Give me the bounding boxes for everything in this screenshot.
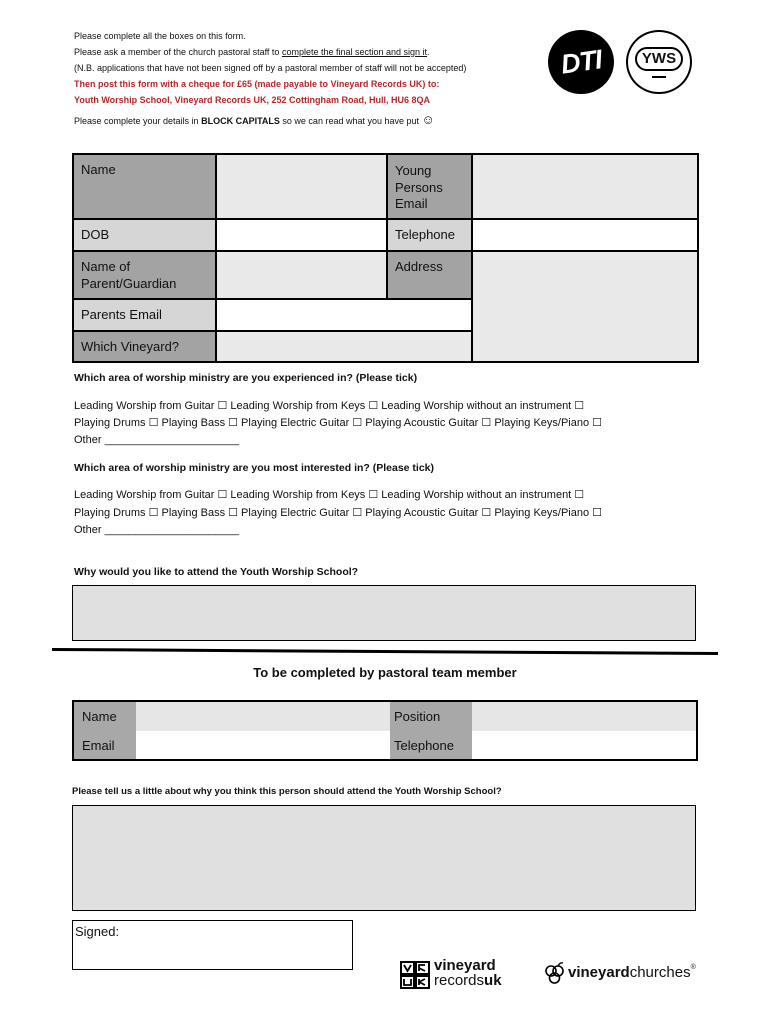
vineyard-records-logo-icon [400, 961, 430, 989]
pastoral-email-field[interactable] [136, 731, 390, 759]
pastoral-telephone-label: Telephone [394, 738, 454, 753]
dob-label: DOB [72, 218, 217, 252]
parents-email-field[interactable] [215, 298, 473, 332]
pastoral-position-field[interactable] [472, 702, 696, 731]
telephone-field[interactable] [471, 218, 699, 252]
postal-address: Youth Worship School, Vineyard Records UK, 252 Cottingham Road, Hull, HU6 8QA [74, 95, 431, 105]
address-field[interactable] [471, 250, 699, 363]
instruction-line-4: Then post this form with a cheque for £65 (made payable to Vineyard Records UK) to: [74, 79, 440, 89]
experienced-options-row-1[interactable]: Leading Worship from Guitar ☐ Leading Worship from Keys ☐ Leading Worship without an instrument ☐ [74, 400, 585, 412]
vineyard-records-wordmark-top: vineyard [434, 957, 496, 974]
section-divider [52, 648, 718, 655]
which-vineyard-label: Which Vineyard? [72, 330, 217, 363]
pastoral-position-label: Position [394, 709, 441, 724]
instruction-line-1: Please complete all the boxes on this form. [74, 31, 246, 41]
interested-options-row-1[interactable]: Leading Worship from Guitar ☐ Leading Worship from Keys ☐ Leading Worship without an instrument ☐ [74, 489, 585, 501]
young-persons-email-label: Young Persons Email [386, 153, 473, 220]
interested-options-row-2[interactable]: Playing Drums ☐ Playing Bass ☐ Playing Electric Guitar ☐ Playing Acoustic Guitar ☐ Playing Keys/Piano ☐ [74, 507, 603, 519]
young-persons-email-field[interactable] [471, 153, 699, 220]
telephone-label: Telephone [386, 218, 473, 252]
pastoral-email-label: Email [82, 738, 115, 753]
vineyard-churches-wordmark: vineyardchurches® [568, 964, 696, 981]
signed-label: Signed: [75, 924, 120, 939]
name-field[interactable] [215, 153, 388, 220]
vineyard-churches-logo-icon [544, 962, 566, 986]
instruction-line-6: Please complete your details in BLOCK CAPITALS so we can read what you have put ☺ [74, 112, 435, 127]
guardian-label: Name of Parent/Guardian [72, 250, 217, 300]
smiley-icon: ☺ [421, 112, 435, 127]
why-attend-field[interactable] [72, 585, 696, 641]
instruction-line-2: Please ask a member of the church pastoral staff to complete the final section and sign it. [74, 47, 430, 57]
parents-email-label: Parents Email [72, 298, 217, 332]
dti-logo: DTI [548, 30, 614, 94]
pastoral-name-field[interactable] [136, 702, 390, 731]
experienced-question: Which area of worship ministry are you experienced in? (Please tick) [74, 372, 418, 384]
which-vineyard-field[interactable] [215, 330, 473, 363]
pastoral-name-label: Name [82, 709, 117, 724]
pastoral-telephone-field[interactable] [472, 731, 696, 759]
why-attend-question: Why would you like to attend the Youth Worship School? [74, 566, 359, 578]
vineyard-records-wordmark-bottom: recordsuk [434, 972, 502, 989]
pastoral-table [72, 700, 698, 761]
interested-other-field[interactable]: Other ______________________ [74, 524, 240, 536]
interested-question: Which area of worship ministry are you most interested in? (Please tick) [74, 462, 435, 474]
instruction-line-3: (N.B. applications that have not been signed off by a pastoral member of staff will not be accepted) [74, 63, 467, 73]
experienced-other-field[interactable]: Other ______________________ [74, 434, 240, 446]
pastoral-reason-field[interactable] [72, 805, 696, 911]
address-label: Address [386, 250, 473, 300]
pastoral-question: Please tell us a little about why you think this person should attend the Youth Worship School? [72, 786, 502, 797]
guardian-field[interactable] [215, 250, 388, 300]
dob-field[interactable] [215, 218, 388, 252]
experienced-options-row-2[interactable]: Playing Drums ☐ Playing Bass ☐ Playing Electric Guitar ☐ Playing Acoustic Guitar ☐ Playing Keys/Piano ☐ [74, 417, 603, 429]
signature-field[interactable] [72, 920, 353, 970]
name-label: Name [72, 153, 217, 220]
pastoral-heading: To be completed by pastoral team member [253, 665, 517, 680]
yws-logo: YWS [626, 30, 692, 94]
